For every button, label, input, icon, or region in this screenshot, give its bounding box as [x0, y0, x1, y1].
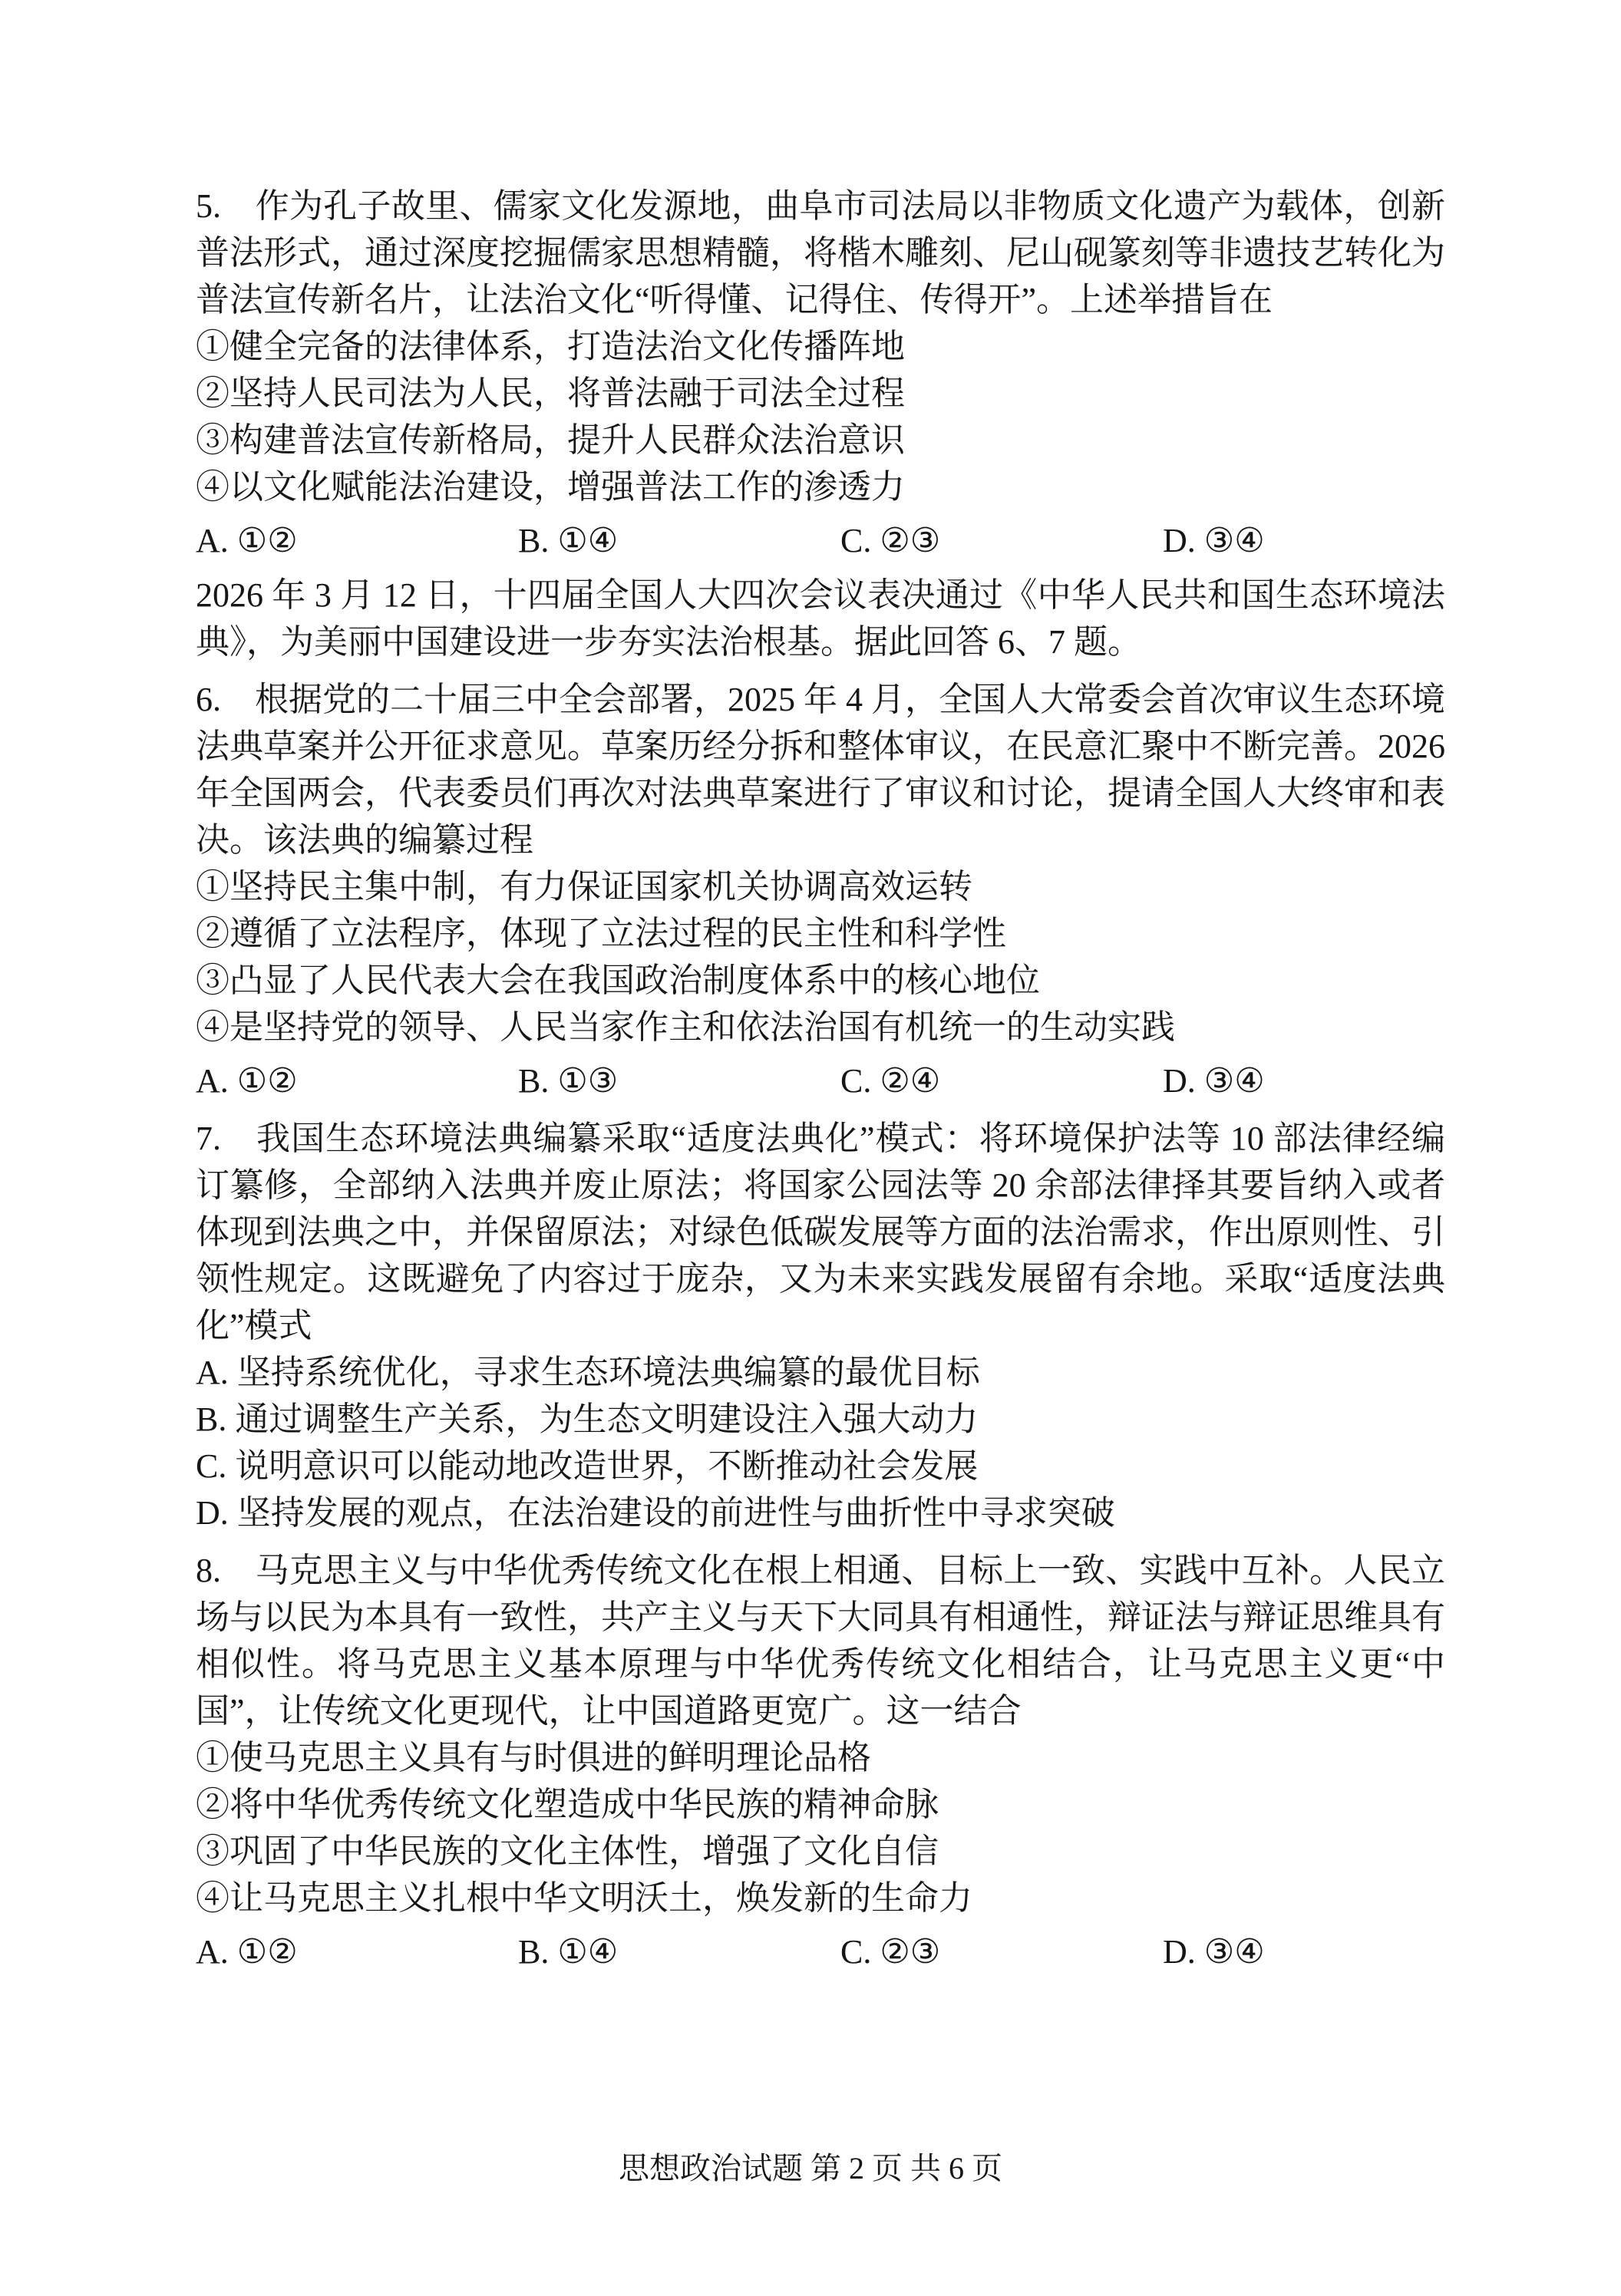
- question-8-statement-4: ④让马克思主义扎根中华文明沃土，焕发新的生命力: [196, 1879, 972, 1917]
- question-5-statement-1: ①健全完备的法律体系，打造法治文化传播阵地: [196, 328, 905, 365]
- question-6-option-a: A. ①②: [196, 1062, 298, 1100]
- question-7-option-a: A. 坚持系统优化，寻求生态环境法典编纂的最优目标: [196, 1354, 980, 1391]
- question-8-options-row: [196, 1928, 1445, 1975]
- question-8-option-d: D. ③④: [1163, 1933, 1265, 1971]
- question-6-statement-1: ①坚持民主集中制，有力保证国家机关协调高效运转: [196, 868, 972, 906]
- question-6-statement-2: ②遵循了立法程序，体现了立法过程的民主性和科学性: [196, 915, 1006, 952]
- question-6-options-row: [196, 1057, 1445, 1104]
- question-6: [196, 676, 1445, 1104]
- question-7: [196, 1115, 1445, 1536]
- question-8-statement-2: ②将中华优秀传统文化塑造成中华民族的精神命脉: [196, 1786, 939, 1823]
- question-6-option-b: B. ①③: [518, 1062, 619, 1100]
- page-content: [196, 183, 1445, 1982]
- question-8-option-c: C. ②③: [840, 1933, 941, 1971]
- question-5-statement-3: ③构建普法宣传新格局，提升人民群众法治意识: [196, 421, 905, 459]
- question-8-option-b: B. ①④: [518, 1933, 619, 1971]
- question-7-option-d: D. 坚持发展的观点，在法治建设的前进性与曲折性中寻求突破: [196, 1494, 1115, 1532]
- question-5-stem: 5. 作为孔子故里、儒家文化发源地，曲阜市司法局以非物质文化遗产为载体，创新普法形式，通过深度挖掘儒家思想精髓，将楷木雕刻、尼山砚篆刻等非遗技艺转化为普法宣传新名片，让法治文化“听得懂、记得住、传得开”。上述举措旨在: [196, 187, 1445, 318]
- question-5-option-b: B. ①④: [518, 522, 619, 559]
- question-8-stem: 8. 马克思主义与中华优秀传统文化在根上相通、目标上一致、实践中互补。人民立场与以民为本具有一致性，共产主义与天下大同具有相通性，辩证法与辩证思维具有相似性。将马克思主义基本原理与中华优秀传统文化相结合，让马克思主义更“中国”，让传统文化更现代，让中国道路更宽广。这一结合: [196, 1552, 1445, 1730]
- question-6-option-d: D. ③④: [1163, 1062, 1265, 1100]
- question-5: [196, 183, 1445, 564]
- question-5-options-row: [196, 517, 1445, 564]
- page-footer: [0, 2147, 1621, 2190]
- question-5-statement-4: ④以文化赋能法治建设，增强普法工作的渗透力: [196, 468, 905, 506]
- page-footer-text: 思想政治试题 第 2 页 共 6 页: [619, 2151, 1002, 2185]
- question-7-stem: 7. 我国生态环境法典编纂采取“适度法典化”模式：将环境保护法等 10 部法律经编订纂修，全部纳入法典并废止原法；将国家公园法等 20 余部法律择其要旨纳入或者体现到法典之中，并保留原法；对绿色低碳发展等方面的法治需求，作出原则性、引领性规定。这既避免了内容过于庞杂，又为未来实践发展留有余地。采取“适度法典化”模式: [196, 1120, 1445, 1344]
- question-8: [196, 1547, 1445, 1975]
- question-6-statement-4: ④是坚持党的领导、人民当家作主和依法治国有机统一的生动实践: [196, 1008, 1175, 1046]
- question-8-statement-3: ③巩固了中华民族的文化主体性，增强了文化自信: [196, 1833, 939, 1870]
- question-6-option-c: C. ②④: [840, 1062, 941, 1100]
- question-8-statement-1: ①使马克思主义具有与时俱进的鲜明理论品格: [196, 1739, 871, 1776]
- question-5-statement-2: ②坚持人民司法为人民，将普法融于司法全过程: [196, 374, 905, 412]
- question-6-stem: 6. 根据党的二十届三中全会部署，2025 年 4 月，全国人大常委会首次审议生态环境法典草案并公开征求意见。草案历经分拆和整体审议，在民意汇聚中不断完善。2026 年全国两会，代表委员们再次对法典草案进行了审议和讨论，提请全国人大终审和表决。该法典的编纂过程: [196, 681, 1445, 859]
- question-7-option-b: B. 通过调整生产关系，为生态文明建设注入强大动力: [196, 1400, 979, 1438]
- question-5-option-a: A. ①②: [196, 522, 298, 559]
- question-8-option-a: A. ①②: [196, 1933, 298, 1971]
- question-7-option-c: C. 说明意识可以能动地改造世界，不断推动社会发展: [196, 1447, 979, 1485]
- material-intro-q6-q7: 2026 年 3 月 12 日，十四届全国人大四次会议表决通过《中华人民共和国生态环境法典》，为美丽中国建设进一步夯实法治根基。据此回答 6、7 题。: [196, 576, 1445, 661]
- question-6-statement-3: ③凸显了人民代表大会在我国政治制度体系中的核心地位: [196, 962, 1040, 999]
- question-5-option-d: D. ③④: [1163, 522, 1265, 559]
- question-5-option-c: C. ②③: [840, 522, 941, 559]
